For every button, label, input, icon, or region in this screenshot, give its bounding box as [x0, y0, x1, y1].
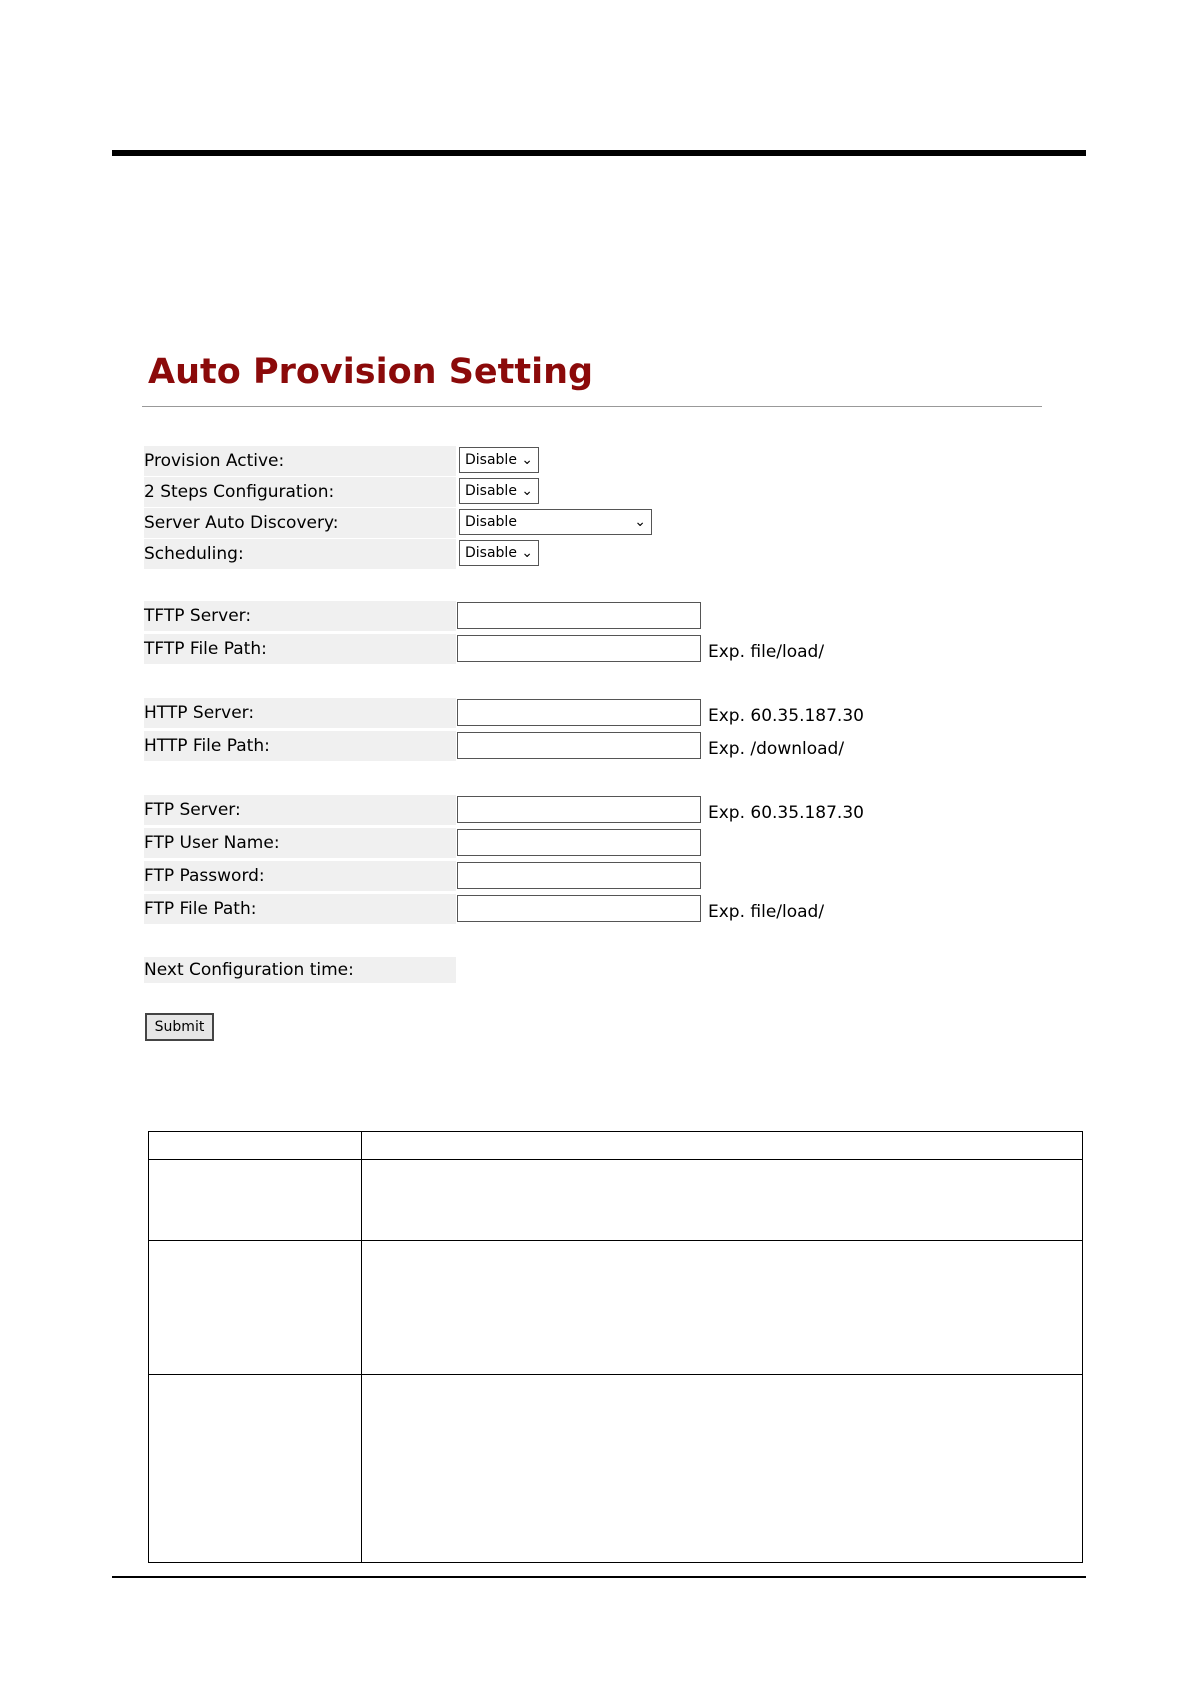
- chevron-down-icon: ⌄: [521, 545, 533, 561]
- http-file-path-hint: Exp. /download/: [708, 739, 845, 759]
- ftp-user-name-input[interactable]: [457, 829, 701, 856]
- http-file-path-input[interactable]: [457, 732, 701, 759]
- provision-active-label: Provision Active:: [144, 446, 456, 476]
- table-cell: [362, 1132, 1083, 1160]
- tftp-file-path-label: TFTP File Path:: [144, 634, 456, 664]
- page-title: Auto Provision Setting: [148, 352, 594, 392]
- table-cell: [362, 1241, 1083, 1375]
- ftp-file-path-label: FTP File Path:: [144, 894, 456, 924]
- table-cell: [149, 1375, 362, 1563]
- table-cell: [149, 1160, 362, 1241]
- scheduling-value: Disable: [465, 545, 517, 561]
- two-steps-label: 2 Steps Configuration:: [144, 477, 456, 507]
- http-server-label: HTTP Server:: [144, 698, 456, 728]
- next-config-time-label: Next Configuration time:: [144, 957, 456, 983]
- scheduling-select[interactable]: [459, 540, 539, 566]
- two-steps-value: Disable: [465, 483, 517, 499]
- description-table: [148, 1131, 1083, 1563]
- server-auto-discovery-select[interactable]: [459, 509, 652, 535]
- tftp-file-path-input[interactable]: [457, 635, 701, 662]
- server-auto-discovery-value: Disable: [465, 514, 517, 530]
- table-row: [149, 1160, 1083, 1241]
- two-steps-select[interactable]: [459, 478, 539, 504]
- table-cell: [149, 1132, 362, 1160]
- ftp-file-path-input[interactable]: [457, 895, 701, 922]
- table-row: [149, 1375, 1083, 1563]
- tftp-server-input[interactable]: [457, 602, 701, 629]
- table-row: [149, 1241, 1083, 1375]
- ftp-server-hint: Exp. 60.35.187.30: [708, 803, 864, 823]
- table-cell: [362, 1375, 1083, 1563]
- tftp-server-label: TFTP Server:: [144, 601, 456, 631]
- bottom-rule: [112, 1576, 1086, 1578]
- chevron-down-icon: ⌄: [521, 452, 533, 468]
- ftp-password-input[interactable]: [457, 862, 701, 889]
- table-cell: [149, 1241, 362, 1375]
- server-auto-discovery-label: Server Auto Discovery:: [144, 508, 456, 538]
- ftp-user-name-label: FTP User Name:: [144, 828, 456, 858]
- ftp-server-label: FTP Server:: [144, 795, 456, 825]
- http-server-hint: Exp. 60.35.187.30: [708, 706, 864, 726]
- table-cell: [362, 1160, 1083, 1241]
- http-server-input[interactable]: [457, 699, 701, 726]
- table-row: [149, 1132, 1083, 1160]
- scheduling-label: Scheduling:: [144, 539, 456, 569]
- tftp-file-path-hint: Exp. file/load/: [708, 642, 825, 662]
- submit-button[interactable]: Submit: [145, 1013, 214, 1041]
- provision-active-select[interactable]: [459, 447, 539, 473]
- chevron-down-icon: ⌄: [521, 483, 533, 499]
- ftp-password-label: FTP Password:: [144, 861, 456, 891]
- ftp-server-input[interactable]: [457, 796, 701, 823]
- provision-active-value: Disable: [465, 452, 517, 468]
- top-rule: [112, 150, 1086, 156]
- chevron-down-icon: ⌄: [634, 514, 646, 530]
- title-underline: [142, 406, 1042, 407]
- ftp-file-path-hint: Exp. file/load/: [708, 902, 825, 922]
- http-file-path-label: HTTP File Path:: [144, 731, 456, 761]
